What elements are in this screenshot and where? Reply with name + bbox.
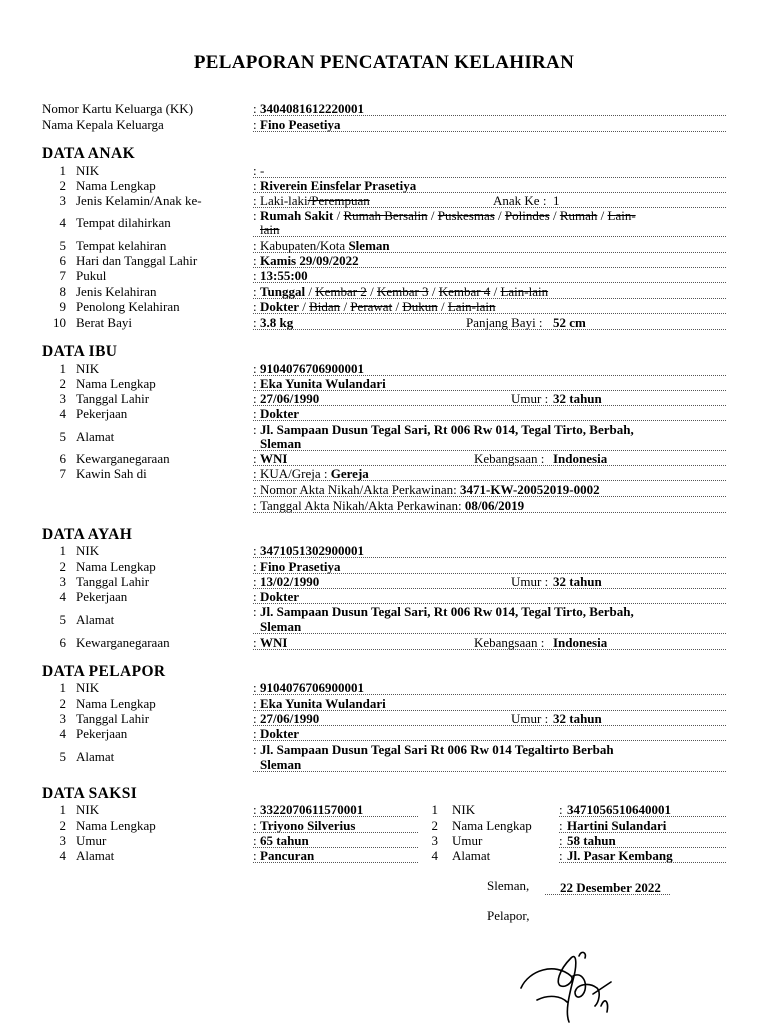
ibu-nama: Eka Yunita Wulandari	[260, 376, 386, 391]
field-label: Alamat	[76, 429, 115, 444]
colon: :	[253, 680, 257, 695]
kab-value: Sleman	[348, 238, 390, 253]
row-number: 4	[59, 848, 66, 863]
field-label: Tanggal Lahir	[76, 711, 150, 726]
ayah-umur-label: Umur :	[511, 574, 549, 589]
anak-penolong: Dokter / Bidan / Perawat / Dukun / Lain-lain	[260, 299, 496, 314]
field-label: Nama Lengkap	[76, 376, 156, 391]
akta-value: 3471-KW-20052019-0002	[460, 482, 600, 497]
colon: :	[253, 238, 257, 253]
ibu-kua	[260, 466, 369, 481]
page-title: PELAPORAN PENCATATAN KELAHIRAN	[193, 52, 575, 73]
struck-option: Dukun	[402, 299, 438, 314]
colon: :	[253, 193, 257, 208]
struck-option: Lain-lain	[500, 284, 549, 299]
colon: :	[253, 268, 257, 283]
field-label: NIK	[76, 802, 100, 817]
row-number: 5	[59, 238, 66, 253]
field-label: NIK	[76, 680, 100, 695]
saksi2-value: Jl. Pasar Kembang	[567, 848, 673, 863]
jk-struck: /Perempuan	[307, 193, 370, 208]
colon: :	[559, 818, 563, 833]
field-label: Tempat dilahirkan	[76, 215, 171, 230]
kab-label: Kabupaten/Kota	[260, 238, 346, 253]
kk-label: Nomor Kartu Keluarga (KK)	[42, 101, 194, 116]
pelapor-umur-label: Umur :	[511, 711, 549, 726]
ibu-umur: 32 tahun	[553, 391, 602, 406]
row-number: 6	[59, 451, 66, 466]
colon: :	[253, 178, 257, 193]
row-number: 3	[59, 711, 66, 726]
row-number: 1	[59, 163, 66, 178]
ayah-wn: WNI	[260, 635, 288, 650]
saksi1-value: Triyono Silverius	[260, 818, 356, 833]
saksi2-value: 3471056510640001	[567, 802, 671, 817]
row-number: 4	[59, 406, 66, 421]
section-heading-anak: DATA ANAK	[42, 145, 136, 162]
row-number: 2	[59, 376, 66, 391]
field-label: Nama Lengkap	[76, 696, 156, 711]
saksi1-value: Pancuran	[260, 848, 315, 863]
field-label: NIK	[76, 163, 100, 178]
row-number: 7	[59, 466, 66, 481]
row-number: 4	[59, 726, 66, 741]
colon: :	[253, 406, 257, 421]
kelahiran-active: Tunggal	[260, 284, 306, 299]
ibu-tgl-akta	[260, 498, 524, 513]
colon: :	[253, 376, 257, 391]
ibu-pekerjaan: Dokter	[260, 406, 299, 421]
row-number: 8	[59, 284, 66, 299]
row-number: 5	[59, 612, 66, 627]
dotted-line	[253, 740, 726, 741]
pelapor-tanggal-lahir: 27/06/1990	[260, 711, 320, 726]
colon: :	[253, 574, 257, 589]
field-label: Berat Bayi	[76, 315, 132, 330]
row-number: 3	[59, 574, 66, 589]
field-label: Kewarganegaraan	[76, 635, 170, 650]
field-label: Alamat	[76, 612, 115, 627]
row-number: 1	[59, 543, 66, 558]
row-number: 3	[59, 391, 66, 406]
field-label: Pekerjaan	[76, 589, 128, 604]
anak-ke-label: Anak Ke :	[493, 193, 547, 208]
anak-tanggal-lahir: Kamis 29/09/2022	[260, 253, 359, 268]
kepala-value: Fino Peasetiya	[260, 117, 341, 132]
ayah-nik: 3471051302900001	[260, 543, 364, 558]
ayah-tanggal-lahir: 13/02/1990	[260, 574, 320, 589]
colon: :	[253, 482, 257, 497]
colon: :	[253, 299, 257, 314]
colon: :	[253, 208, 257, 223]
field-label: Kewarganegaraan	[76, 451, 170, 466]
colon: :	[253, 802, 257, 817]
field-label: Tanggal Lahir	[76, 574, 150, 589]
ibu-alamat-line2: Sleman	[260, 436, 302, 451]
row-number: 2	[59, 696, 66, 711]
row-number: 1	[59, 361, 66, 376]
colon: :	[253, 543, 257, 558]
struck-option: Rumah	[559, 208, 598, 223]
colon: :	[559, 848, 563, 863]
colon: :	[253, 253, 257, 268]
struck-option: Rumah Bersalin	[343, 208, 428, 223]
footer-pelapor: Pelapor,	[487, 908, 530, 923]
field-label: Alamat	[76, 848, 115, 863]
colon: :	[253, 818, 257, 833]
colon: :	[253, 589, 257, 604]
struck-option: Polindes	[504, 208, 550, 223]
field-label: Pekerjaan	[76, 406, 128, 421]
row-number: 2	[431, 818, 438, 833]
ayah-alamat-line2: Sleman	[260, 619, 302, 634]
struck-option: Kembar 2	[315, 284, 367, 299]
struck-option: Puskesmas	[437, 208, 495, 223]
row-number: 2	[59, 818, 66, 833]
anak-tempat-dilahirkan	[260, 208, 636, 223]
row-number: 3	[431, 833, 438, 848]
akta-label: Nomor Akta Nikah/Akta Perkawinan:	[260, 482, 457, 497]
anak-berat: 3.8 kg	[260, 315, 294, 330]
colon: :	[253, 498, 257, 513]
field-label: Jenis Kelahiran	[76, 284, 157, 299]
penolong-active: Dokter	[260, 299, 299, 314]
row-number: 5	[59, 429, 66, 444]
section-heading-ayah: DATA AYAH	[42, 526, 133, 543]
panjang-label: Panjang Bayi :	[466, 315, 543, 330]
colon: :	[253, 559, 257, 574]
field-label: NIK	[76, 543, 100, 558]
colon: :	[559, 833, 563, 848]
saksi1-value: 65 tahun	[260, 833, 309, 848]
field-label: NIK	[76, 361, 100, 376]
colon: :	[253, 117, 257, 132]
dotted-line	[559, 862, 726, 863]
colon: :	[253, 696, 257, 711]
ibu-tanggal-lahir: 27/06/1990	[260, 391, 320, 406]
ibu-nik: 9104076706900001	[260, 361, 364, 376]
colon: :	[253, 833, 257, 848]
anak-nama: Riverein Einsfelar Prasetiya	[260, 178, 417, 193]
struck-option: Bidan	[309, 299, 341, 314]
field-label: Nama Lengkap	[76, 559, 156, 574]
footer-date: 22 Desember 2022	[560, 880, 661, 895]
colon: :	[253, 635, 257, 650]
tgl-akta-value: 08/06/2019	[464, 498, 525, 513]
ibu-wn: WNI	[260, 451, 288, 466]
dotted-line	[253, 862, 418, 863]
row-number: 5	[59, 749, 66, 764]
dotted-line	[559, 816, 726, 817]
colon: :	[253, 604, 257, 619]
tempat-struck-list: / Rumah Bersalin / Puskesmas / Polindes / Rumah / Lain-	[333, 208, 636, 223]
ayah-alamat-line1: Jl. Sampaan Dusun Tegal Sari, Rt 006 Rw 014, Tegal Tirto, Berbah,	[260, 604, 634, 619]
colon: :	[253, 284, 257, 299]
struck-option: Lain-lain	[447, 299, 496, 314]
dotted-line	[253, 725, 726, 726]
field-label: Umur	[452, 833, 483, 848]
colon: :	[253, 742, 257, 757]
field-label: Tempat kelahiran	[76, 238, 167, 253]
section-heading-saksi: DATA SAKSI	[42, 785, 138, 802]
pelapor-alamat-line2: Sleman	[260, 757, 302, 772]
anak-jenis-kelahiran: Tunggal / Kembar 2 / Kembar 3 / Kembar 4 / Lain-lain	[260, 284, 549, 299]
field-label: Pekerjaan	[76, 726, 128, 741]
dotted-line	[253, 633, 726, 634]
ibu-alamat-line1: Jl. Sampaan Dusun Tegal Sari, Rt 006 Rw 014, Tegal Tirto, Berbah,	[260, 422, 634, 437]
row-number: 6	[59, 635, 66, 650]
ayah-kebangsaan-label: Kebangsaan :	[474, 635, 545, 650]
field-label: Kawin Sah di	[76, 466, 147, 481]
colon: :	[253, 711, 257, 726]
footer-place: Sleman,	[487, 878, 530, 893]
tgl-akta-label: Tanggal Akta Nikah/Akta Perkawinan:	[260, 498, 462, 513]
anak-pukul: 13:55:00	[260, 268, 308, 283]
colon: :	[253, 848, 257, 863]
saksi2-value: Hartini Sulandari	[567, 818, 667, 833]
anak-tempat-dilahirkan-line2	[260, 222, 280, 237]
colon: :	[253, 391, 257, 406]
ayah-kebangsaan: Indonesia	[553, 635, 608, 650]
colon: :	[253, 726, 257, 741]
section-heading-pelapor: DATA PELAPOR	[42, 663, 166, 680]
field-label: Nama Lengkap	[452, 818, 532, 833]
pelapor-nama: Eka Yunita Wulandari	[260, 696, 386, 711]
jk-active: Laki-laki	[260, 193, 308, 208]
struck-option: Perawat	[350, 299, 393, 314]
ibu-umur-label: Umur :	[511, 391, 549, 406]
ibu-kebangsaan-label: Kebangsaan :	[474, 451, 545, 466]
tempat-active: Rumah Sakit	[260, 208, 334, 223]
anak-nik: -	[260, 163, 265, 178]
row-number: 6	[59, 253, 66, 268]
dotted-line	[545, 894, 670, 895]
dotted-line	[253, 282, 726, 283]
dotted-line	[253, 405, 726, 406]
colon: :	[253, 315, 257, 330]
row-number: 4	[59, 215, 66, 230]
colon: :	[253, 451, 257, 466]
pelapor-nik: 9104076706900001	[260, 680, 364, 695]
colon: :	[253, 422, 257, 437]
dotted-line	[253, 771, 726, 772]
pelapor-pekerjaan: Dokter	[260, 726, 299, 741]
saksi2-value: 58 tahun	[567, 833, 616, 848]
field-label: NIK	[452, 802, 476, 817]
dotted-line	[253, 115, 726, 116]
row-number: 9	[59, 299, 66, 314]
field-label: Tanggal Lahir	[76, 391, 150, 406]
anak-ke-value: 1	[553, 193, 560, 208]
field-label: Jenis Kelamin/Anak ke-	[76, 193, 202, 208]
pelapor-umur: 32 tahun	[553, 711, 602, 726]
field-label: Alamat	[452, 848, 491, 863]
struck-option: Kembar 3	[376, 284, 429, 299]
field-label: Pukul	[76, 268, 107, 283]
ayah-nama: Fino Prasetiya	[260, 559, 341, 574]
colon: :	[559, 802, 563, 817]
field-label: Hari dan Tanggal Lahir	[76, 253, 198, 268]
dotted-line	[253, 588, 726, 589]
field-label: Nama Lengkap	[76, 178, 156, 193]
row-number: 4	[59, 589, 66, 604]
row-number: 1	[59, 802, 66, 817]
struck-option: Kembar 4	[438, 284, 491, 299]
dotted-line	[253, 512, 726, 513]
row-number: 3	[59, 833, 66, 848]
row-number: 4	[431, 848, 438, 863]
ayah-pekerjaan: Dokter	[260, 589, 299, 604]
dotted-line	[253, 816, 418, 817]
kk-value: 3404081612220001	[260, 101, 364, 116]
colon: :	[253, 163, 257, 178]
row-number: 2	[59, 559, 66, 574]
kepala-label: Nama Kepala Keluarga	[42, 117, 164, 132]
kua-value: Gereja	[330, 466, 369, 481]
struck-option: Lain-	[607, 208, 636, 223]
anak-tempat-kelahiran	[260, 238, 390, 253]
row-number: 7	[59, 268, 66, 283]
row-number: 2	[59, 178, 66, 193]
field-label: Penolong Kelahiran	[76, 299, 180, 314]
struck-option: lain	[260, 222, 280, 237]
ayah-umur: 32 tahun	[553, 574, 602, 589]
dotted-line	[253, 131, 726, 132]
row-number: 1	[431, 802, 438, 817]
row-number: 10	[53, 315, 66, 330]
dotted-line	[253, 236, 726, 237]
row-number: 3	[59, 193, 66, 208]
row-number: 1	[59, 680, 66, 695]
section-heading-ibu: DATA IBU	[42, 343, 118, 360]
dotted-line	[253, 496, 726, 497]
anak-jenis-kelamin	[260, 193, 370, 208]
colon: :	[253, 361, 257, 376]
ibu-akta	[260, 482, 600, 497]
colon: :	[253, 466, 257, 481]
kua-label: KUA/Greja :	[260, 466, 328, 481]
pelapor-alamat-line1: Jl. Sampaan Dusun Tegal Sari Rt 006 Rw 014 Tegaltirto Berbah	[260, 742, 614, 757]
signature	[515, 936, 625, 1024]
field-label: Umur	[76, 833, 107, 848]
panjang-value: 52 cm	[553, 315, 586, 330]
saksi1-value: 3322070611570001	[260, 802, 364, 817]
colon: :	[253, 101, 257, 116]
dotted-line	[253, 420, 726, 421]
field-label: Alamat	[76, 749, 115, 764]
field-label: Nama Lengkap	[76, 818, 156, 833]
ibu-kebangsaan: Indonesia	[553, 451, 608, 466]
